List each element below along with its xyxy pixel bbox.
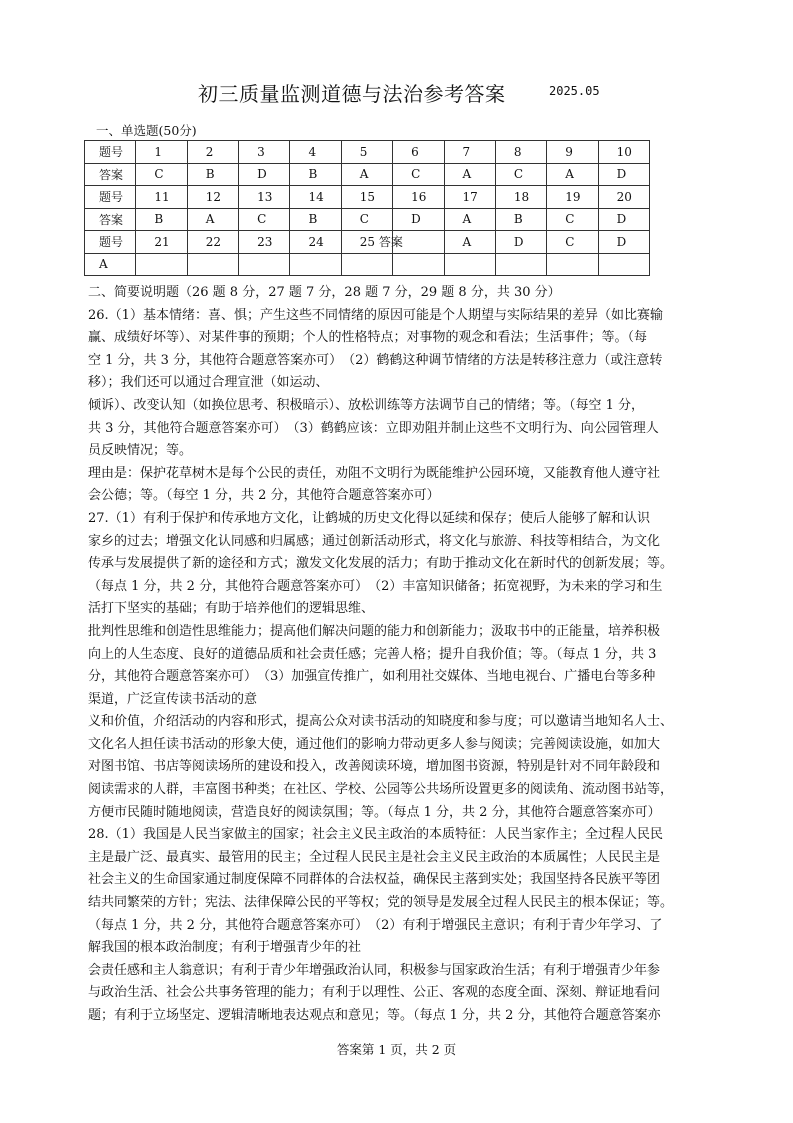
text-line: （每点 1 分，共 2 分，其他符合题意答案亦可） （2）丰富知识储备；拓宽视野，为未来的学习和生 (88, 578, 663, 594)
table-cell: 25 答案 (341, 231, 392, 254)
text-line: 结共同繁荣的方针；宪法、法律保障公民的平等权；党的领导是发展全过程人民民主的根本保证；等。 (88, 895, 674, 911)
table-cell: 20 (598, 186, 649, 209)
text-line: 共 3 分，其他符合题意答案亦可） （3）鹤鹤应该：立即劝阻并制止这些不文明行为、向公园管理人 (88, 420, 659, 436)
page-title: 初三质量监测道德与法治参考答案 (198, 82, 506, 106)
table-cell: C (136, 163, 187, 186)
text-line: 阅读需求的人群，丰富图书种类；在社区、学校、公园等公共场所设置更多的阅读角、流动图书站等， (88, 782, 674, 798)
row-label-cell: 题号 (85, 186, 136, 209)
table-cell: 15 (341, 186, 392, 209)
table-cell (547, 253, 598, 276)
table-cell: D (393, 208, 444, 231)
table-cell: 1 (136, 141, 187, 164)
table-cell: 8 (495, 141, 546, 164)
text-line: 向上的人生态度、良好的道德品质和社会责任感；完善人格；提升自我价值；等。（每点 1 分，共 3 (88, 646, 657, 662)
text-line: 批判性思维和创造性思维能力；提高他们解决问题的能力和创新能力；汲取书中的正能量，培养积极 (88, 623, 661, 639)
text-line: 题；有利于立场坚定、逻辑清晰地表达观点和意见；等。（每点 1 分，共 2 分，其他符合题意答案亦 (88, 1008, 661, 1023)
table-cell: C (393, 163, 444, 186)
table-cell: 21 (136, 231, 187, 254)
text-line: 方便市民随时随地阅读，营造良好的阅读氛围；等。（每点 1 分，共 2 分，其他符合题意答案亦可） (88, 804, 661, 820)
text-line: 空 1 分，共 3 分，其他符合题意答案亦可） （2）鹤鹤这种调节情绪的方法是转移注意力（或注意转 (88, 352, 663, 368)
text-line: 对图书馆、书店等阅读场所的建设和投入，改善阅读环境，增加图书资源，特别是针对不同年龄段和 (88, 759, 661, 775)
text-line: 文化名人担任读书活动的形象大使，通过他们的影响力带动更多人参与阅读；完善阅读设施，如加大 (88, 736, 661, 752)
table-cell (341, 253, 392, 276)
text-line: 活打下坚实的基础；有助于培养他们的逻辑思维、 (88, 601, 375, 617)
table-cell: C (495, 163, 546, 186)
text-line: 员反映情况；等。 (88, 443, 193, 459)
table-cell: C (547, 208, 598, 231)
page-footer: 答案第 1 页，共 2 页 (336, 1042, 457, 1057)
table-row (85, 253, 650, 276)
table-cell: 19 (547, 186, 598, 209)
table-cell: D (495, 231, 546, 254)
table-cell: A (341, 163, 392, 186)
table-cell: 3 (239, 141, 290, 164)
table-row (85, 208, 650, 231)
text-line: 赢、成绩好坏等）、对某件事的预期；个人的性格特点；对事物的观念和看法；生活事件；等。（每 (88, 330, 648, 346)
text-line: （每点 1 分，共 2 分，其他符合题意答案亦可） （2）有利于增强民主意识；有利于青少年学习、了 (88, 917, 663, 933)
table-cell: B (495, 208, 546, 231)
table-cell: 2 (187, 141, 238, 164)
text-line: 解我国的根本政治制度；有利于增强青少年的社 (88, 940, 362, 956)
table-cell: B (187, 163, 238, 186)
table-cell (444, 253, 495, 276)
table-cell: D (598, 231, 649, 254)
text-line: 二、简要说明题（26 题 8 分，27 题 7 分，28 题 7 分，29 题 8 分，共 30 分） (88, 285, 561, 300)
text-line: 26.（1）基本情绪：喜、惧；产生这些不同情绪的原因可能是个人期望与实际结果的差异（如比赛输 (88, 307, 663, 323)
text-line: 移）；我们还可以通过合理宣泄（如运动、 (88, 375, 329, 391)
table-row (85, 163, 650, 186)
text-line: 与政治生活、社会公共事务管理的能力；有利于以理性、公正、客观的态度全面、深刻、辩证地看问 (88, 985, 661, 1001)
table-cell: 24 (290, 231, 341, 254)
table-cell: 18 (495, 186, 546, 209)
table-cell: B (290, 163, 341, 186)
table-cell: 4 (290, 141, 341, 164)
table-cell: 7 (444, 141, 495, 164)
table-cell: C (239, 208, 290, 231)
table-row (85, 231, 650, 254)
table-row (85, 141, 650, 164)
section-heading: 一、单选题(50分) (96, 123, 197, 138)
table-cell: A (444, 231, 495, 254)
table-cell (393, 253, 444, 276)
text-line: 27.（1）有利于保护和传承地方文化，让鹤城的历史文化得以延续和保存；使后人能够了解和认识 (88, 510, 650, 526)
table-cell: C (341, 208, 392, 231)
table-cell: 10 (598, 141, 649, 164)
table-cell: 6 (393, 141, 444, 164)
table-cell (598, 253, 649, 276)
table-cell: 13 (239, 186, 290, 209)
table-cell (136, 253, 187, 276)
table-cell: D (598, 208, 649, 231)
text-line: 倾诉）、改变认知（如换位思考、积极暗示）、放松训练等方法调节自己的情绪；等。（每空 1 分， (88, 397, 645, 413)
text-line: 传承与发展提供了新的途径和方式；激发文化发展的活力；有助于推动文化在新时代的创新发展；等。 (88, 556, 674, 572)
table-cell (290, 253, 341, 276)
table-cell: D (239, 163, 290, 186)
text-line: 28.（1）我国是人民当家做主的国家；社会主义民主政治的本质特征：人民当家作主；全过程人民民 (88, 827, 663, 843)
row-label-cell: 题号 (85, 141, 136, 164)
title-row (0, 78, 793, 108)
text-line: 家乡的过去；增强文化认同感和归属感；通过创新活动形式，将文化与旅游、科技等相结合，为文化 (88, 533, 661, 549)
table-cell: A (444, 163, 495, 186)
table-cell (495, 253, 546, 276)
row-label-cell: 题号 (85, 231, 136, 254)
text-line: 会公德；等。（每空 1 分，共 2 分，其他符合题意答案亦可） (88, 488, 440, 504)
table-cell: 14 (290, 186, 341, 209)
table-cell: 22 (187, 231, 238, 254)
row-label-cell: 答案 (85, 163, 136, 186)
text-line: 分，其他符合题意答案亦可） （3）加强宣传推广，如利用社交媒体、当地电视台、广播电台等多种 (88, 669, 656, 685)
answer-table (84, 140, 650, 276)
table-cell: B (290, 208, 341, 231)
answer-content (88, 282, 714, 1028)
table-cell: 16 (393, 186, 444, 209)
text-line: 理由是：保护花草树木是每个公民的责任，劝阻不文明行为既能维护公园环境，又能教育他人遵守社 (88, 465, 661, 481)
row-label-cell: A (85, 253, 136, 276)
text-line: 社会主义的生命国家通过制度保障不同群体的合法权益，确保民主落到实处；我国坚持各民族平等团 (88, 872, 661, 888)
table-cell: 12 (187, 186, 238, 209)
text-line: 渠道，广泛宣传读书活动的意 (88, 691, 258, 707)
table-cell: 9 (547, 141, 598, 164)
table-cell (187, 253, 238, 276)
table-cell: C (547, 231, 598, 254)
table-cell (239, 253, 290, 276)
table-row (85, 186, 650, 209)
table-cell: B (136, 208, 187, 231)
table-cell: D (598, 163, 649, 186)
table-cell: 5 (341, 141, 392, 164)
text-line: 义和价值，介绍活动的内容和形式，提高公众对读书活动的知晓度和参与度；可以邀请当地知名人士、 (88, 714, 674, 730)
table-cell: A (547, 163, 598, 186)
table-cell: 11 (136, 186, 187, 209)
table-cell: A (187, 208, 238, 231)
table-cell: 17 (444, 186, 495, 209)
text-line: 会责任感和主人翁意识；有利于青少年增强政治认同，积极参与国家政治生活；有利于增强青少年参 (88, 962, 661, 978)
row-label-cell: 答案 (85, 208, 136, 231)
table-cell: A (444, 208, 495, 231)
table-cell: 23 (239, 231, 290, 254)
exam-date: 2025.05 (549, 84, 600, 98)
text-line: 主是最广泛、最真实、最管用的民主；全过程人民民主是社会主义民主政治的本质属性；人民民主是 (88, 849, 661, 865)
